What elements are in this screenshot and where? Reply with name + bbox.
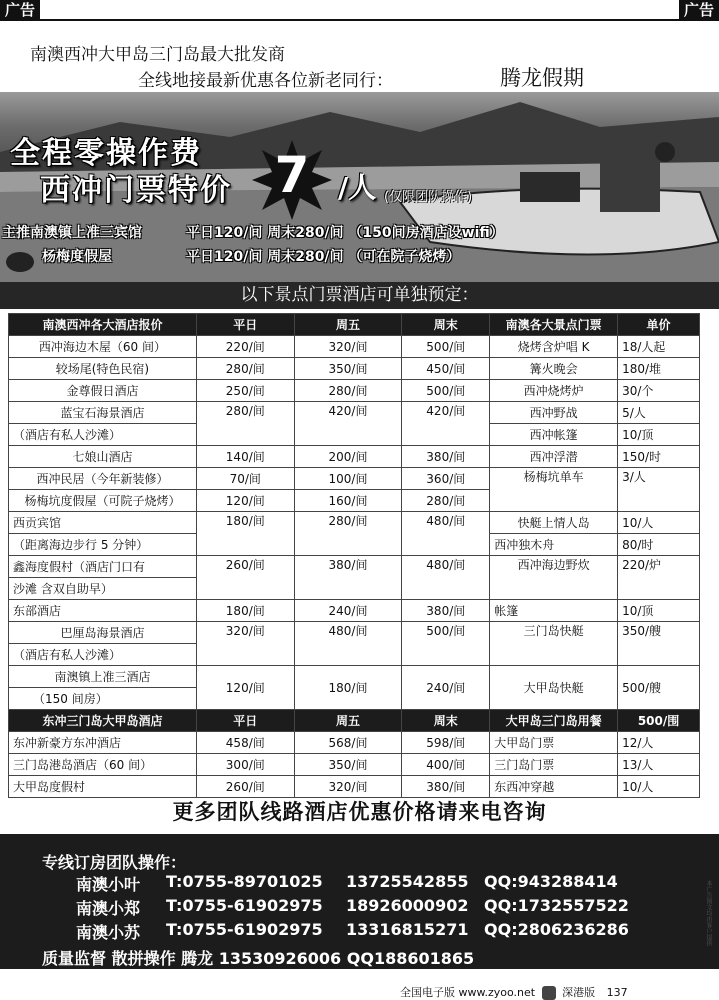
recommend-hotel-2-rate: 平日120/间 周末280/间 （可在院子烧烤） bbox=[186, 249, 461, 265]
table-cell: 480/间 bbox=[402, 512, 490, 556]
table-cell: 西冲帐篷 bbox=[490, 424, 618, 446]
table-header-cell: 周末 bbox=[402, 710, 490, 732]
table-cell: 280/间 bbox=[196, 358, 294, 380]
more-info-banner: 更多团队线路酒店优惠价格请来电咨询 bbox=[172, 800, 547, 824]
table-cell: 598/间 bbox=[402, 732, 490, 754]
recommend-hotel-2 bbox=[42, 246, 461, 266]
table-cell: 三门岛港岛酒店（60 间） bbox=[9, 754, 197, 776]
table-cell: 金尊假日酒店 bbox=[9, 380, 197, 402]
ticket-price-note: (仅限团队操作) bbox=[384, 190, 473, 205]
table-header-row bbox=[9, 314, 700, 336]
table-cell: 10/人 bbox=[618, 776, 700, 798]
table-cell: 350/间 bbox=[294, 754, 402, 776]
table-cell: 220/间 bbox=[196, 336, 294, 358]
contact-tel: T:0755-61902975 bbox=[166, 896, 323, 915]
table-cell: 南澳镇上准三酒店 bbox=[9, 666, 197, 688]
contact-qq: QQ:1732557522 bbox=[484, 896, 629, 915]
table-cell: 260/间 bbox=[196, 776, 294, 798]
table-cell: 80/时 bbox=[618, 534, 700, 556]
table-cell: 450/间 bbox=[402, 358, 490, 380]
table-cell: 东部酒店 bbox=[9, 600, 197, 622]
table-cell: 东冲新豪方东冲酒店 bbox=[9, 732, 197, 754]
table-cell: 西冲烧烤炉 bbox=[490, 380, 618, 402]
ticket-price-unit: /人 bbox=[338, 171, 377, 204]
table-cell: 320/间 bbox=[294, 776, 402, 798]
table-header-cell: 周末 bbox=[402, 314, 490, 336]
table-header-cell: 大甲岛三门岛用餐 bbox=[490, 710, 618, 732]
table-cell: 240/间 bbox=[402, 666, 490, 710]
table-header-cell: 南澳各大景点门票 bbox=[490, 314, 618, 336]
table-row bbox=[9, 468, 700, 490]
table-cell: 250/间 bbox=[196, 380, 294, 402]
table-cell: 280/间 bbox=[294, 380, 402, 402]
contact-qq: QQ:943288414 bbox=[484, 872, 618, 891]
contact-name: 南澳小郑 bbox=[76, 899, 141, 918]
ticket-price-value: 7 bbox=[274, 146, 310, 204]
table-row bbox=[9, 754, 700, 776]
header-line2: 全线地接最新优惠各位新老同行： bbox=[138, 71, 393, 91]
table-cell: 500/间 bbox=[402, 622, 490, 666]
recommend-hotel-1 bbox=[2, 222, 504, 242]
table-cell: 180/间 bbox=[294, 666, 402, 710]
table-cell: 300/间 bbox=[196, 754, 294, 776]
table-header-cell: 周五 bbox=[294, 314, 402, 336]
table-cell: 西冲海边木屋（60 间） bbox=[9, 336, 197, 358]
table-cell: 70/间 bbox=[196, 468, 294, 490]
table-cell: 西冲独木舟 bbox=[490, 534, 618, 556]
table-cell: 180/堆 bbox=[618, 358, 700, 380]
table-row bbox=[9, 402, 700, 424]
slogan-ticket-price: 西冲门票特价 bbox=[40, 173, 232, 208]
table-cell: （酒店有私人沙滩） bbox=[9, 424, 197, 446]
table-row bbox=[9, 336, 700, 358]
ad-label-left: 广告 bbox=[0, 0, 40, 21]
table-row bbox=[9, 358, 700, 380]
table-cell: 快艇上情人岛 bbox=[490, 512, 618, 534]
recommend-hotel-1-name: 主推南澳镇上准三宾馆 bbox=[2, 225, 142, 241]
table-cell: （距离海边步行 5 分钟） bbox=[9, 534, 197, 556]
table-cell: 400/间 bbox=[402, 754, 490, 776]
table-cell: 大甲岛度假村 bbox=[9, 776, 197, 798]
table-cell: 3/人 bbox=[618, 468, 700, 512]
contact-name: 南澳小苏 bbox=[76, 923, 141, 942]
table-cell: 180/间 bbox=[196, 512, 294, 556]
table-cell: 140/间 bbox=[196, 446, 294, 468]
table-cell: 500/艘 bbox=[618, 666, 700, 710]
slogan-zero-fee: 全程零操作费 bbox=[10, 136, 202, 171]
table-cell: 500/间 bbox=[402, 380, 490, 402]
table-cell: 帐篷 bbox=[490, 600, 618, 622]
table-cell: 杨梅坑单车 bbox=[490, 468, 618, 512]
table-cell: 180/间 bbox=[196, 600, 294, 622]
page-footer bbox=[400, 984, 628, 1000]
table-cell: （150 间房） bbox=[9, 688, 197, 710]
table-cell: 260/间 bbox=[196, 556, 294, 600]
quality-supervision: 质量监督 散拼操作 腾龙 13530926006 QQ188601865 bbox=[42, 949, 475, 968]
table-cell: 568/间 bbox=[294, 732, 402, 754]
table-row bbox=[9, 666, 700, 688]
table-cell: 320/间 bbox=[196, 622, 294, 666]
table-cell: 280/间 bbox=[196, 402, 294, 446]
table-header-cell: 南澳西冲各大酒店报价 bbox=[9, 314, 197, 336]
table-cell: 东西冲穿越 bbox=[490, 776, 618, 798]
table-cell: 320/间 bbox=[294, 336, 402, 358]
table-header-cell: 500/围 bbox=[618, 710, 700, 732]
table-cell: 160/间 bbox=[294, 490, 402, 512]
table-cell: 12/人 bbox=[618, 732, 700, 754]
table-row bbox=[9, 622, 700, 644]
table-header-cell: 平日 bbox=[196, 314, 294, 336]
table-cell: 七娘山酒店 bbox=[9, 446, 197, 468]
table-cell: 沙滩 含双自助早） bbox=[9, 578, 197, 600]
table-cell: 三门岛快艇 bbox=[490, 622, 618, 666]
table-cell: 200/间 bbox=[294, 446, 402, 468]
header-line1: 南澳西冲大甲岛三门岛最大批发商 bbox=[30, 45, 285, 65]
table-cell: 360/间 bbox=[402, 468, 490, 490]
table-row bbox=[9, 556, 700, 578]
contact-title: 专线订房团队操作： bbox=[42, 853, 187, 872]
contact-tel: T:0755-61902975 bbox=[166, 920, 323, 939]
table-header-row bbox=[9, 710, 700, 732]
table-cell: 30/个 bbox=[618, 380, 700, 402]
table-cell: 西冲海边野炊 bbox=[490, 556, 618, 600]
footer-edition: 深港版 bbox=[562, 986, 596, 999]
table-cell: 较场尾(特色民宿) bbox=[9, 358, 197, 380]
table-cell: 10/顶 bbox=[618, 424, 700, 446]
table-cell: 13/人 bbox=[618, 754, 700, 776]
table-row bbox=[9, 776, 700, 798]
edition-logo-icon bbox=[542, 986, 556, 1000]
table-header-cell: 东冲三门岛大甲岛酒店 bbox=[9, 710, 197, 732]
table-row bbox=[9, 380, 700, 402]
table-cell: 西贡宾馆 bbox=[9, 512, 197, 534]
table-cell: 480/间 bbox=[402, 556, 490, 600]
table-cell: 西冲浮潜 bbox=[490, 446, 618, 468]
contact-mobile: 18926000902 bbox=[346, 896, 469, 915]
table-cell: 西冲民居（今年新装修） bbox=[9, 468, 197, 490]
recommend-hotel-1-rate: 平日120/间 周末280/间 （150间房酒店设wifi） bbox=[186, 225, 504, 241]
table-cell: 蓝宝石海景酒店 bbox=[9, 402, 197, 424]
contact-mobile: 13725542855 bbox=[346, 872, 469, 891]
table-cell: 三门岛门票 bbox=[490, 754, 618, 776]
table-cell: 10/人 bbox=[618, 512, 700, 534]
table-cell: 380/间 bbox=[294, 556, 402, 600]
table-cell: 380/间 bbox=[402, 776, 490, 798]
contact-panel bbox=[0, 834, 719, 969]
price-table bbox=[8, 313, 700, 798]
table-cell: 240/间 bbox=[294, 600, 402, 622]
table-cell: 380/间 bbox=[402, 600, 490, 622]
table-cell: 280/间 bbox=[294, 512, 402, 556]
table-cell: 篝火晚会 bbox=[490, 358, 618, 380]
table-row bbox=[9, 600, 700, 622]
side-disclaimer: 本广告图文均由客户提供 bbox=[705, 880, 712, 946]
table-cell: 大甲岛门票 bbox=[490, 732, 618, 754]
table-cell: 420/间 bbox=[294, 402, 402, 446]
table-cell: 380/间 bbox=[402, 446, 490, 468]
table-cell: 10/顶 bbox=[618, 600, 700, 622]
page-number: 137 bbox=[606, 986, 628, 999]
table-cell: 480/间 bbox=[294, 622, 402, 666]
table-cell: 鑫海度假村（酒店门口有 bbox=[9, 556, 197, 578]
table-cell: 500/间 bbox=[402, 336, 490, 358]
table-cell: （酒店有私人沙滩） bbox=[9, 644, 197, 666]
table-row bbox=[9, 732, 700, 754]
contact-tel: T:0755-89701025 bbox=[166, 872, 323, 891]
table-cell: 220/炉 bbox=[618, 556, 700, 600]
table-header-cell: 单价 bbox=[618, 314, 700, 336]
table-cell: 巴厘岛海景酒店 bbox=[9, 622, 197, 644]
table-cell: 西冲野战 bbox=[490, 402, 618, 424]
table-cell: 350/间 bbox=[294, 358, 402, 380]
contact-name: 南澳小叶 bbox=[76, 875, 141, 894]
contact-qq: QQ:2806236286 bbox=[484, 920, 629, 939]
top-divider bbox=[0, 19, 719, 21]
table-cell: 5/人 bbox=[618, 402, 700, 424]
table-cell: 杨梅坑度假屋（可院子烧烤） bbox=[9, 490, 197, 512]
table-cell: 458/间 bbox=[196, 732, 294, 754]
table-cell: 烧烤含炉唱 K bbox=[490, 336, 618, 358]
table-cell: 120/间 bbox=[196, 490, 294, 512]
table-cell: 120/间 bbox=[196, 666, 294, 710]
recommend-hotel-2-name: 杨梅度假屋 bbox=[42, 249, 112, 265]
table-header-cell: 周五 bbox=[294, 710, 402, 732]
table-row bbox=[9, 446, 700, 468]
footer-site: 全国电子版 www.zyoo.net bbox=[400, 986, 536, 999]
table-cell: 350/艘 bbox=[618, 622, 700, 666]
brand-name: 腾龙假期 bbox=[500, 66, 584, 90]
table-cell: 大甲岛快艇 bbox=[490, 666, 618, 710]
table-cell: 18/人起 bbox=[618, 336, 700, 358]
table-cell: 100/间 bbox=[294, 468, 402, 490]
subtitle-bar: 以下景点门票酒店可单独预定： bbox=[0, 282, 719, 309]
table-cell: 280/间 bbox=[402, 490, 490, 512]
contact-mobile: 13316815271 bbox=[346, 920, 469, 939]
table-cell: 150/时 bbox=[618, 446, 700, 468]
table-row bbox=[9, 512, 700, 534]
table-header-cell: 平日 bbox=[196, 710, 294, 732]
table-cell: 420/间 bbox=[402, 402, 490, 446]
ad-label-right: 广告 bbox=[679, 0, 719, 21]
